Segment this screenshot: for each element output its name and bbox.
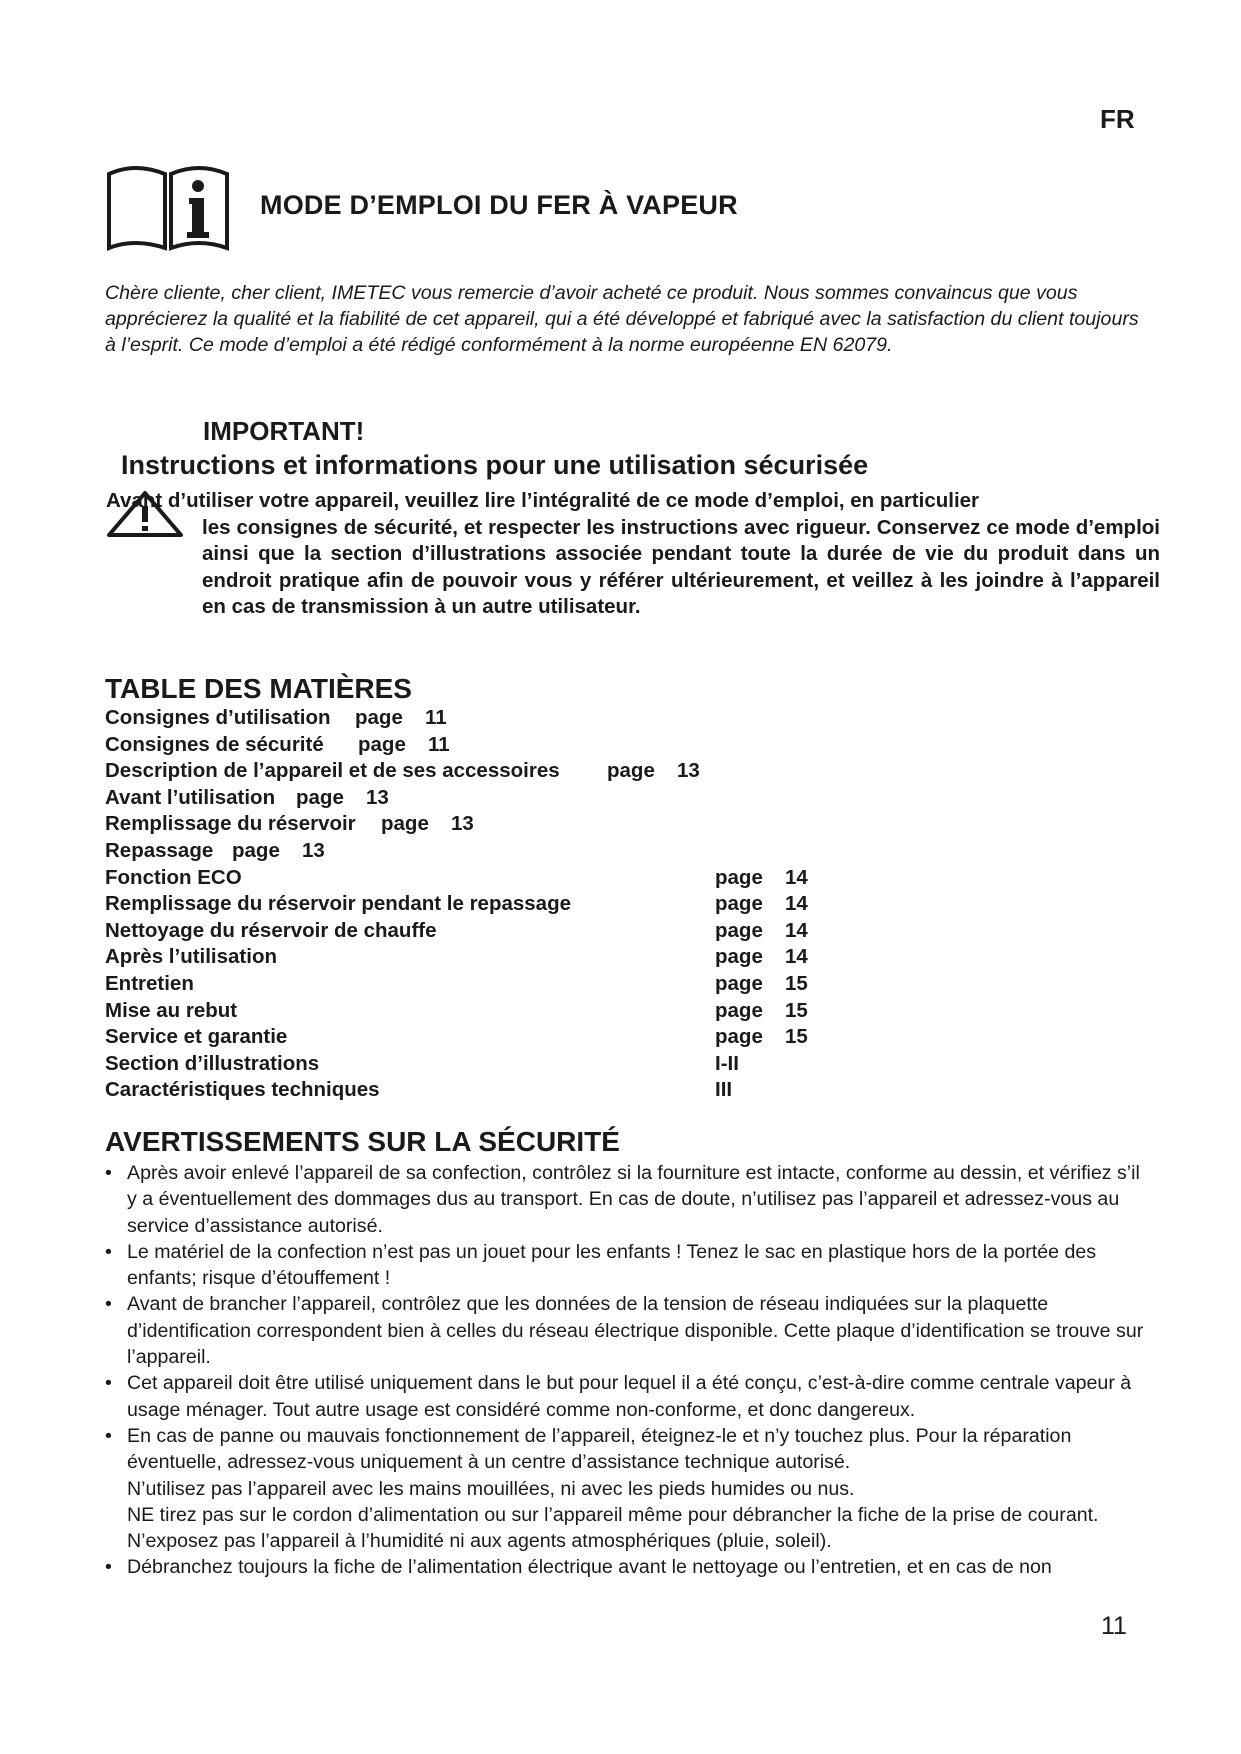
toc-entry-page-number: 11 <box>425 706 447 729</box>
toc-entry-title: Consignes d’utilisation <box>105 706 331 729</box>
toc-entry <box>105 891 865 918</box>
toc-entry-page-label: page <box>715 865 763 889</box>
toc-entry-title: Entretien <box>105 971 194 995</box>
page-number: 11 <box>1101 1612 1127 1640</box>
toc-entry <box>105 944 865 971</box>
list-item-continuation: N’utilisez pas l’appareil avec les mains mouillées, ni avec les pieds humides ou nus. <box>127 1477 855 1500</box>
toc-entry-page-number: 15 <box>785 971 808 995</box>
list-item: • Après avoir enlevé l’appareil de sa confection, contrôlez si la fourniture est intacte, conforme au dessin, et vérifiez s’il y a éventuellement des dommages dus au transport. En cas de doute, n’utilisez pas l’appareil et adressez-vous au service d’assistance autorisé. <box>105 1160 1145 1239</box>
warnings-heading: AVERTISSEMENTS SUR LA SÉCURITÉ <box>105 1126 620 1157</box>
toc-entry-page-number: 13 <box>366 785 389 809</box>
toc-entry-page-label: page <box>381 812 429 836</box>
toc-entry-page-label: page <box>358 732 406 756</box>
toc-entry-page-label: page <box>296 785 344 809</box>
toc-entry-title: Remplissage du réservoir pendant le repassage <box>105 892 571 916</box>
toc-entry-page-label: page <box>715 1025 763 1049</box>
toc-entry-page-label: page <box>715 998 763 1022</box>
toc-entry-page-label: page <box>715 945 763 969</box>
toc-entry <box>105 971 865 998</box>
page-title: MODE D’EMPLOI DU FER À VAPEUR <box>260 190 738 220</box>
list-item-continuation: N’exposez pas l’appareil à l’humidité ni aux agents atmosphériques (pluie, soleil). <box>127 1530 832 1553</box>
toc-entry-page-number: 15 <box>785 1025 808 1049</box>
toc-entry-title: Caractéristiques techniques <box>105 1078 380 1102</box>
toc-entry-title: Service et garantie <box>105 1025 288 1049</box>
list-item: • En cas de panne ou mauvais fonctionnement de l’appareil, éteignez-le et n’y touchez plus. Pour la réparation éventuelle, adressez-vous uniquement à un centre d’assistance technique autorisé. <box>105 1423 1145 1476</box>
toc-entry-title: Consignes de sécurité <box>105 732 324 756</box>
toc-entry-page-number: 14 <box>785 918 808 942</box>
toc-entry <box>105 838 865 865</box>
toc-entry-title: Après l’utilisation <box>105 945 277 969</box>
toc-entry <box>105 1077 865 1104</box>
toc-entry-page-number: 14 <box>785 945 808 969</box>
list-item: • Cet appareil doit être utilisé uniquement dans le but pour lequel il a été conçu, c’est-à-dire comme centrale vapeur à usage ménager. Tout autre usage est considéré comme non-conforme, et donc dangereux. <box>105 1370 1145 1423</box>
toc-entry <box>105 758 865 785</box>
toc-entry <box>105 1051 865 1078</box>
toc-entry-title: Repassage <box>105 838 214 862</box>
toc-heading: TABLE DES MATIÈRES <box>105 673 412 704</box>
toc-entry <box>105 1024 865 1051</box>
toc-entry <box>105 918 865 945</box>
list-item: • Avant de brancher l’appareil, contrôlez que les données de la tension de réseau indiquées sur la plaquette d’identification correspondent bien à celles du réseau électrique disponible. Cette plaque d’identification se trouve sur l’appareil. <box>105 1291 1145 1370</box>
toc-entry-title: Avant l’utilisation <box>105 785 276 809</box>
toc-entry <box>105 732 865 759</box>
table-of-contents <box>105 705 865 1104</box>
toc-entry-page-label: III <box>715 1078 733 1102</box>
toc-entry-page-number: 14 <box>785 892 808 916</box>
toc-entry-title: Mise au rebut <box>105 998 238 1022</box>
important-heading: IMPORTANT! <box>203 416 365 446</box>
toc-entry-title: Remplissage du réservoir <box>105 812 356 836</box>
toc-entry-page-label: page <box>232 838 280 862</box>
toc-entry-page-number: 11 <box>428 732 450 756</box>
language-label: FR <box>1100 104 1135 134</box>
list-item: • Débranchez toujours la fiche de l’alimentation électrique avant le nettoyage ou l’entretien, et en cas de non <box>105 1554 1145 1580</box>
toc-entry-page-label: page <box>715 892 763 916</box>
important-body <box>106 488 1160 621</box>
toc-entry-page-label: page <box>355 706 403 729</box>
toc-entry <box>105 865 865 892</box>
toc-entry-page-number: 15 <box>785 998 808 1022</box>
toc-entry-title: Description de l’appareil et de ses accessoires <box>105 759 560 783</box>
toc-entry-page-label: I-II <box>715 1051 739 1075</box>
toc-entry-title: Section d’illustrations <box>105 1051 320 1075</box>
toc-entry <box>105 785 865 812</box>
important-first-line: Avant d’utiliser votre appareil, veuillez lire l’intégralité de ce mode d’emploi, en particulier <box>106 489 980 512</box>
toc-entry-page-number: 13 <box>451 812 474 836</box>
toc-entry-title: Fonction ECO <box>105 865 242 889</box>
toc-entry <box>105 811 865 838</box>
toc-entry <box>105 705 865 732</box>
toc-entry-page-label: page <box>715 918 763 942</box>
toc-entry-page-label: page <box>715 971 763 995</box>
manual-info-icon <box>105 160 231 252</box>
toc-entry-page-number: 14 <box>785 865 808 889</box>
list-item: • Le matériel de la confection n’est pas un jouet pour les enfants ! Tenez le sac en plastique hors de la portée des enfants; risque d’étouffement ! <box>105 1239 1145 1292</box>
toc-entry-page-number: 13 <box>677 759 700 783</box>
toc-entry-page-label: page <box>607 759 655 783</box>
intro-paragraph: Chère cliente, cher client, IMETEC vous remercie d’avoir acheté ce produit. Nous sommes convaincus que vous apprécierez la qualité et la fiabilité de cet appareil, qui a été développé et fabriqué avec la satisfaction du client toujours à l’esprit. Ce mode d’emploi a été rédigé conformément à la norme européenne EN 62079. <box>105 282 1139 356</box>
list-item-continuation: NE tirez pas sur le cordon d’alimentation ou sur l’appareil même pour débrancher la fiche de la prise de courant. <box>127 1503 1099 1526</box>
toc-entry <box>105 998 865 1025</box>
important-rest: les consignes de sécurité, et respecter les instructions avec rigueur. Conservez ce mode d’emploi ainsi que la section d’illustrations associée pendant toute la durée de vie du produit dans un endroit pratique afin de pouvoir vous y référer ultérieurement, et veillez à les joindre à l’appareil en cas de transmission à un autre utilisateur. <box>202 515 1160 618</box>
warnings-list <box>105 1160 1145 1581</box>
safety-subheading: Instructions et informations pour une utilisation sécurisée <box>121 450 869 480</box>
toc-entry-page-number: 13 <box>302 838 325 862</box>
toc-entry-title: Nettoyage du réservoir de chauffe <box>105 918 437 942</box>
